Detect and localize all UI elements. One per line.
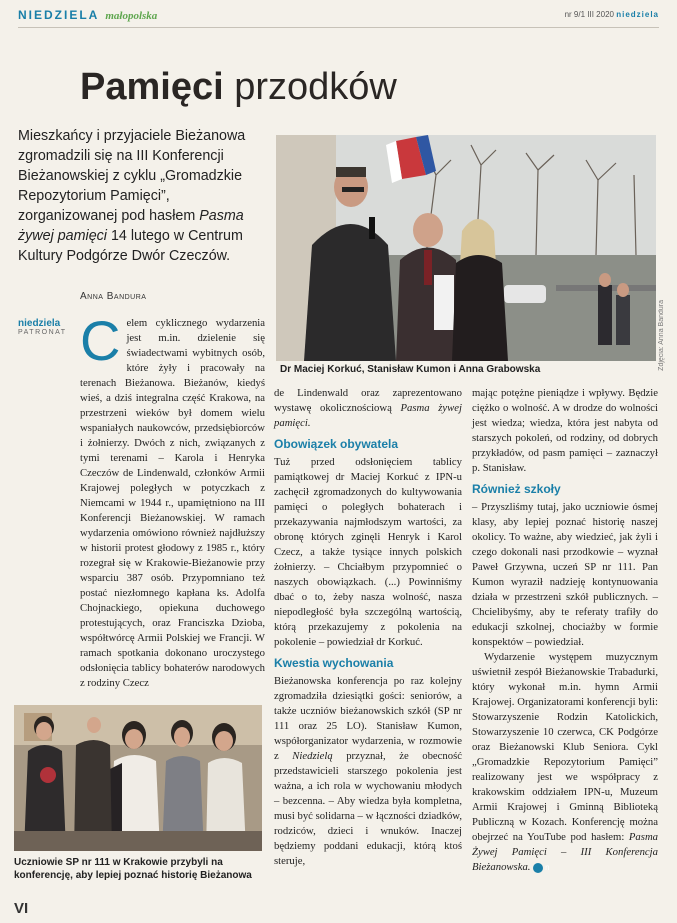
photo-students <box>14 705 262 851</box>
photo-officials-image <box>276 135 656 361</box>
section-heading-wychowanie: Kwestia wychowania <box>274 656 394 670</box>
issue-info <box>565 10 659 19</box>
header-rule <box>18 27 659 28</box>
article-lead <box>18 126 263 266</box>
page-number: VI <box>14 900 29 917</box>
patronat-label: PATRONAT <box>18 329 67 336</box>
column-3-paragraph-2: – Przyszliśmy tutaj, jako uczniowie ósmej klasy, aby lepiej poznać historię naszej okolicy. To ważne, aby wiedzieć, jak żyli i czego dokonali nasi przodkowie – wyznał Paweł Grzywna, uczeń SP nr 111. Pan Kumon wyraził nadzieję kontynuowania działa w przestrzeni szkół publicznych. – Chcielibyśmy, aby te referaty trafiły do edukacji szkolnej, chociażby w formie konspektów – powiedział. <box>472 501 658 648</box>
masthead-region: małopolska <box>105 10 158 22</box>
masthead <box>18 8 157 22</box>
column-2-p2-tail: przyznał, że obecność przedstawicieli starszego pokolenia jest ważna, a ich rola w wychowaniu młodych – bezcenna. – Aby wiedza była kompletna, musi być solidarna – w łączności dziadków, rodziców, dzieci i wnuków. Inaczej będziemy poddani edukacji, którą ktoś steruje, <box>274 750 463 867</box>
patronat-brand: niedziela <box>18 318 61 329</box>
column-3-p3-italic: Pasma Żywej Pamięci – III Konferencja Bieżanowska. <box>472 831 658 873</box>
lead-italic: Pasma żywej pamięci <box>18 208 244 244</box>
column-2-p2-text: Bieżanowska konferencja po raz kolejny zgromadziła dziesiątki gości: seniorów, a także uczniów bieżanowskich szkół (SP nr 111 oraz 25 LO). Stanisław Kumon, współorganizator wydarzenia, w rozmowie z <box>274 675 462 762</box>
issue-number: nr 9/1 III 2020 <box>564 10 614 19</box>
photo-officials-caption: Dr Maciej Korkuć, Stanisław Kumon i Anna Grabowska <box>280 364 541 375</box>
section-heading-obowiazek: Obowiązek obywatela <box>274 437 399 451</box>
lead-tail: 14 lutego w Centrum Kultury Podgórze Dwór Czeczów. <box>18 228 243 264</box>
column-3-paragraph-3 <box>472 650 658 875</box>
column-3-paragraph-1: mając potężne pieniądze i wpływy. Będzie ciężko o wolność. A w drodze do wolności jest wiedza; wiedza, która jest nabyta od starszych pokoleń, od rodziny, od dobrych przykładów, od pasm pamięci – zaznaczył p. Stanisław. <box>472 387 658 474</box>
lead-text: Mieszkańcy i przyjaciele Bieżanowa zgromadzili się na III Konferencji Bieżanowskiej z cyklu „Gromadzkie Repozytorium Pamięci”, zorganizowanej pod hasłem <box>18 128 246 224</box>
column-2-paragraph-2 <box>274 674 462 869</box>
photo-students-caption: Uczniowie SP nr 111 w Krakowie przybyli na konferencję, aby lepiej poznać historię Bieżanowa <box>14 857 252 881</box>
photo-officials <box>276 135 656 361</box>
title-bold: Pamięci <box>80 66 224 108</box>
column-2-intro-italic: Pasma żywej pamięci. <box>274 402 462 429</box>
author-byline: Anna Bandura <box>80 291 147 302</box>
column-2-p2-italic: Niedzielą <box>292 750 333 762</box>
dropcap: C <box>80 309 121 372</box>
column-2-intro-text: de Lindenwald oraz zaprezentowano wystawę okolicznościową <box>274 387 462 414</box>
column-2-intro <box>274 386 462 431</box>
issue-brand: niedziela <box>616 10 659 19</box>
masthead-brand: NIEDZIELA <box>18 8 100 22</box>
section-heading-szkoly: Również szkoły <box>472 482 561 496</box>
end-mark-icon: n <box>533 863 543 873</box>
article-column-1 <box>80 309 265 691</box>
article-column-3 <box>472 386 658 875</box>
column-2-paragraph-1: Tuż przed odsłonięciem tablicy pamiątkowej dr Maciej Korkuć z IPN-u zachęcił zgromadzonych do kultywowania pamięci o poległych bohaterach i przekazywania najmłodszym wartości, za obronę których zginęli Henryk i Karol Czecz, a także tysiące innych polskich żołnierzy. – Chciałbym przypomnieć o naszych obowiązkach. (...) Powinniśmy dbać o to, żeby nasza wolność, nasza niepodległość była szczególną wartością, którą przekazujemy z pokolenia na pokolenie – powiedział dr Korkuć. <box>274 456 462 648</box>
article-column-2 <box>274 386 462 869</box>
column-1-text: elem cyklicznego wydarzenia jest m.in. dzielenie się świadectwami wybitnych osób, które żyły i pracowały na terenach Bieżanowa. Bieżanów, kiedyś wieś, a dziś integralna część Krakowa, na przestrzeni wieków był domem wielu wspaniałych naukowców, przedsiębiorców i żołnierzy. Dwóch z nich, związanych z tymi terenami – Karola i Henryka Czeczów de Lindenwald, członków Armii Krajowej poległych w potyczkach z Niemcami w 1944 r., upamiętniono na III Konferencji Bieżanowskiej. W ramach wydarzenia omówiono również najdłuższy w historii protest głodowy z 1985 r., który rozegrał się w Krakowie-Bieżanowie przy wsparciu 387 osób. Przypomniano też postać niezłomnego kapłana ks. Adolfa Chojnackiego, opiekuna duchowego protestujących, oraz Franciszka Dzioba, współtwórcę Armii Polskiej we Francji. W ramach spotkania dokonano uroczystego odsłonięcia tablicy bohaterów narodowych z rodziny Czecz <box>80 317 265 689</box>
title-light: przodków <box>234 66 397 108</box>
patronat-logo <box>18 318 67 336</box>
article-title <box>80 66 397 109</box>
photo-credit: Zdjęcia: Anna Bandura <box>658 300 665 371</box>
column-3-p3-text: Wydarzenie występem muzycznym uświetnił zespół Bieżanowskie Trabadurki, który wykonał m.in. hymn Armii Krajowej. Organizatorami konferencji byli: Stowarzyszenie Rodzin Katolickich, Stowarzyszenie 10 czerwca, CK Podgórze oraz Bieżanowski Klub Seniora. Cykl „Gromadzkie Repozytorium Pamięci” realizowany jest we współpracy z krakowskim oddziałem IPN-u, Muzeum Armii Krajowej i Gminną Biblioteką Publiczną w Kozach. Konferencję można obejrzeć na YouTube pod hasłem: <box>472 651 658 843</box>
photo-students-image <box>14 705 262 851</box>
